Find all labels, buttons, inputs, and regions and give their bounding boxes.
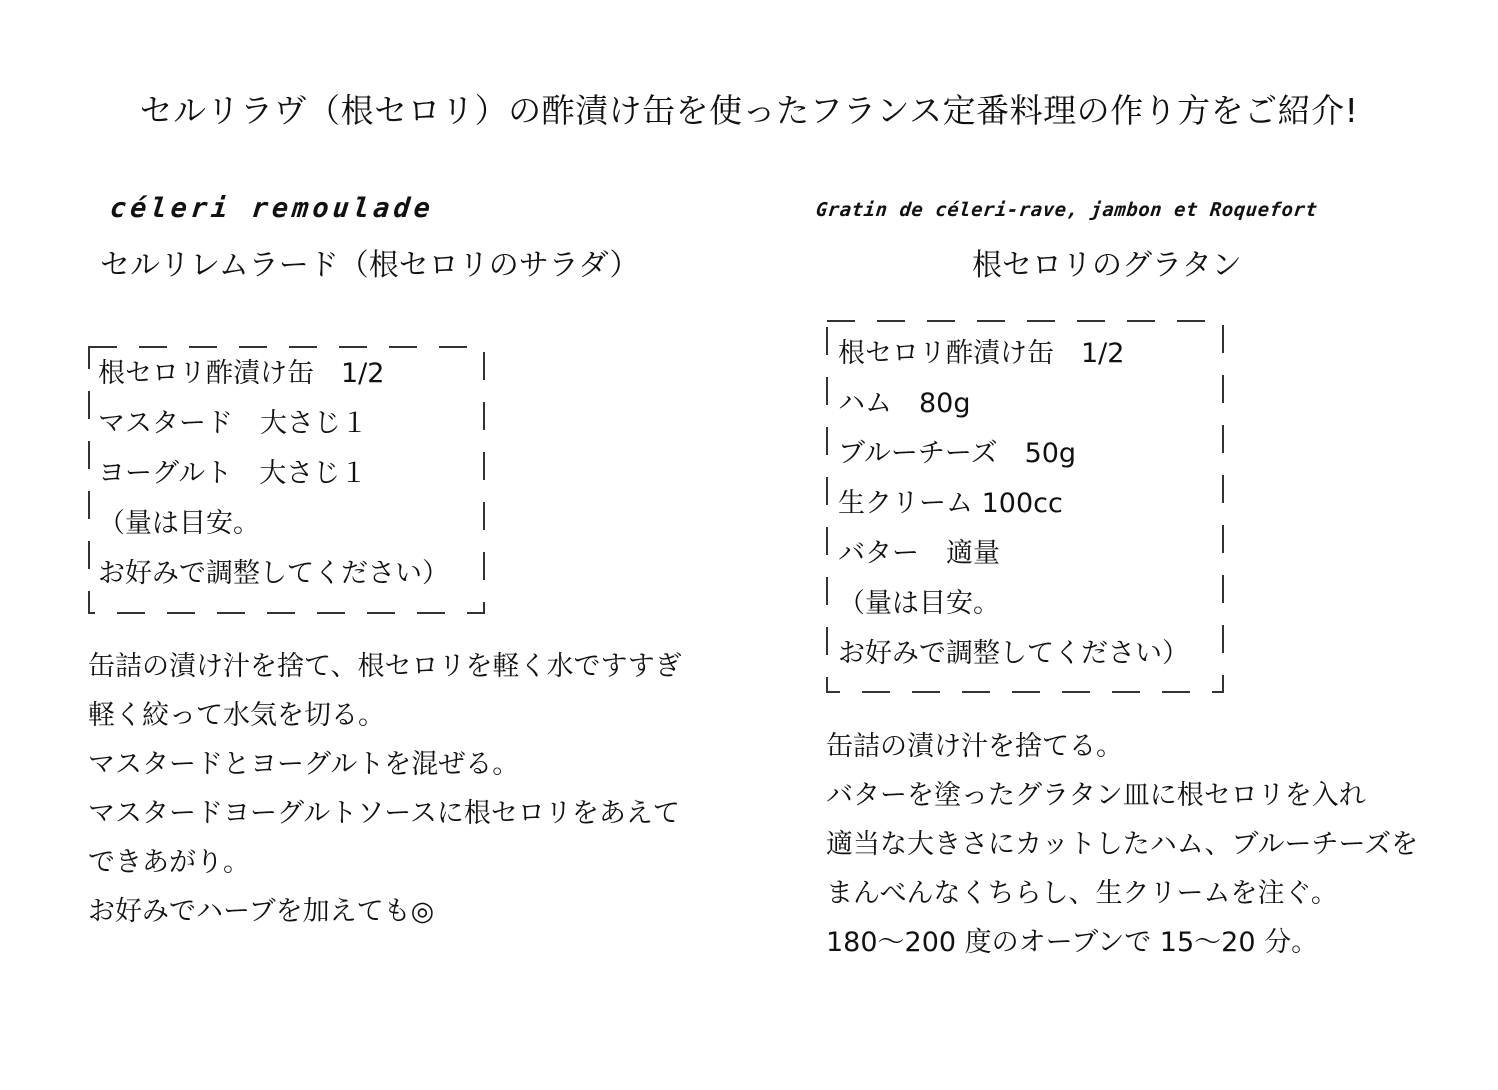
recipe-left-ingredients-box [88,346,485,614]
recipe-right-heading: 根セロリのグラタン [972,248,1242,283]
step-line: バターを塗ったグラタン皿に根セロリを入れ [826,780,1366,811]
step-line: できあがり。 [88,847,250,878]
step-line: マスタードとヨーグルトを混ぜる。 [88,749,520,780]
ingredient-item: マスタード 大さじ１ [98,408,368,439]
ingredient-item: お好みで調整してください） [838,638,1189,669]
step-line: お好みでハーブを加えても◎ [88,896,435,927]
ingredient-item: ハム 80g [838,388,971,419]
ingredient-item: 根セロリ酢漬け缶 1/2 [98,358,385,389]
ingredient-item: （量は目安。 [838,588,1000,619]
ingredient-item: ブルーチーズ 50g [838,438,1077,469]
step-line: 缶詰の漬け汁を捨て、根セロリを軽く水ですすぎ [88,651,682,682]
ingredient-item: バター 適量 [838,538,1000,569]
recipe-left-steps [88,642,682,936]
ingredient-item: 生クリーム 100cc [838,488,1063,519]
ingredient-item: 根セロリ酢漬け缶 1/2 [838,338,1125,369]
recipe-right-ingredient-list [838,329,1189,679]
step-line: まんべんなくちらし、生クリームを注ぐ。 [826,878,1338,909]
recipe-left-ingredient-list [98,349,449,599]
step-line: マスタードヨーグルトソースに根セロリをあえて [88,798,680,829]
ingredient-item: ヨーグルト 大さじ１ [98,458,368,489]
ingredient-item: （量は目安。 [98,508,260,539]
recipe-left-script-title: céleri remoulade [108,193,436,224]
step-line: 180〜200 度のオーブンで 15〜20 分。 [826,927,1319,958]
step-line: 缶詰の漬け汁を捨てる。 [826,731,1123,762]
step-line: 軽く絞って水気を切る。 [88,700,385,731]
recipe-right-ingredients-box [826,320,1224,693]
recipe-left-heading: セルリレムラード（根セロリのサラダ） [100,248,640,283]
recipe-right-script-title: Gratin de céleri-rave, jambon et Roquefort [814,199,1319,221]
step-line: 適当な大きさにカットしたハム、ブルーチーズを [826,829,1419,860]
page-title: セルリラヴ（根セロリ）の酢漬け缶を使ったフランス定番料理の作り方をご紹介! [139,91,1359,130]
recipe-right-steps [826,722,1418,967]
ingredient-item: お好みで調整してください） [98,558,449,589]
